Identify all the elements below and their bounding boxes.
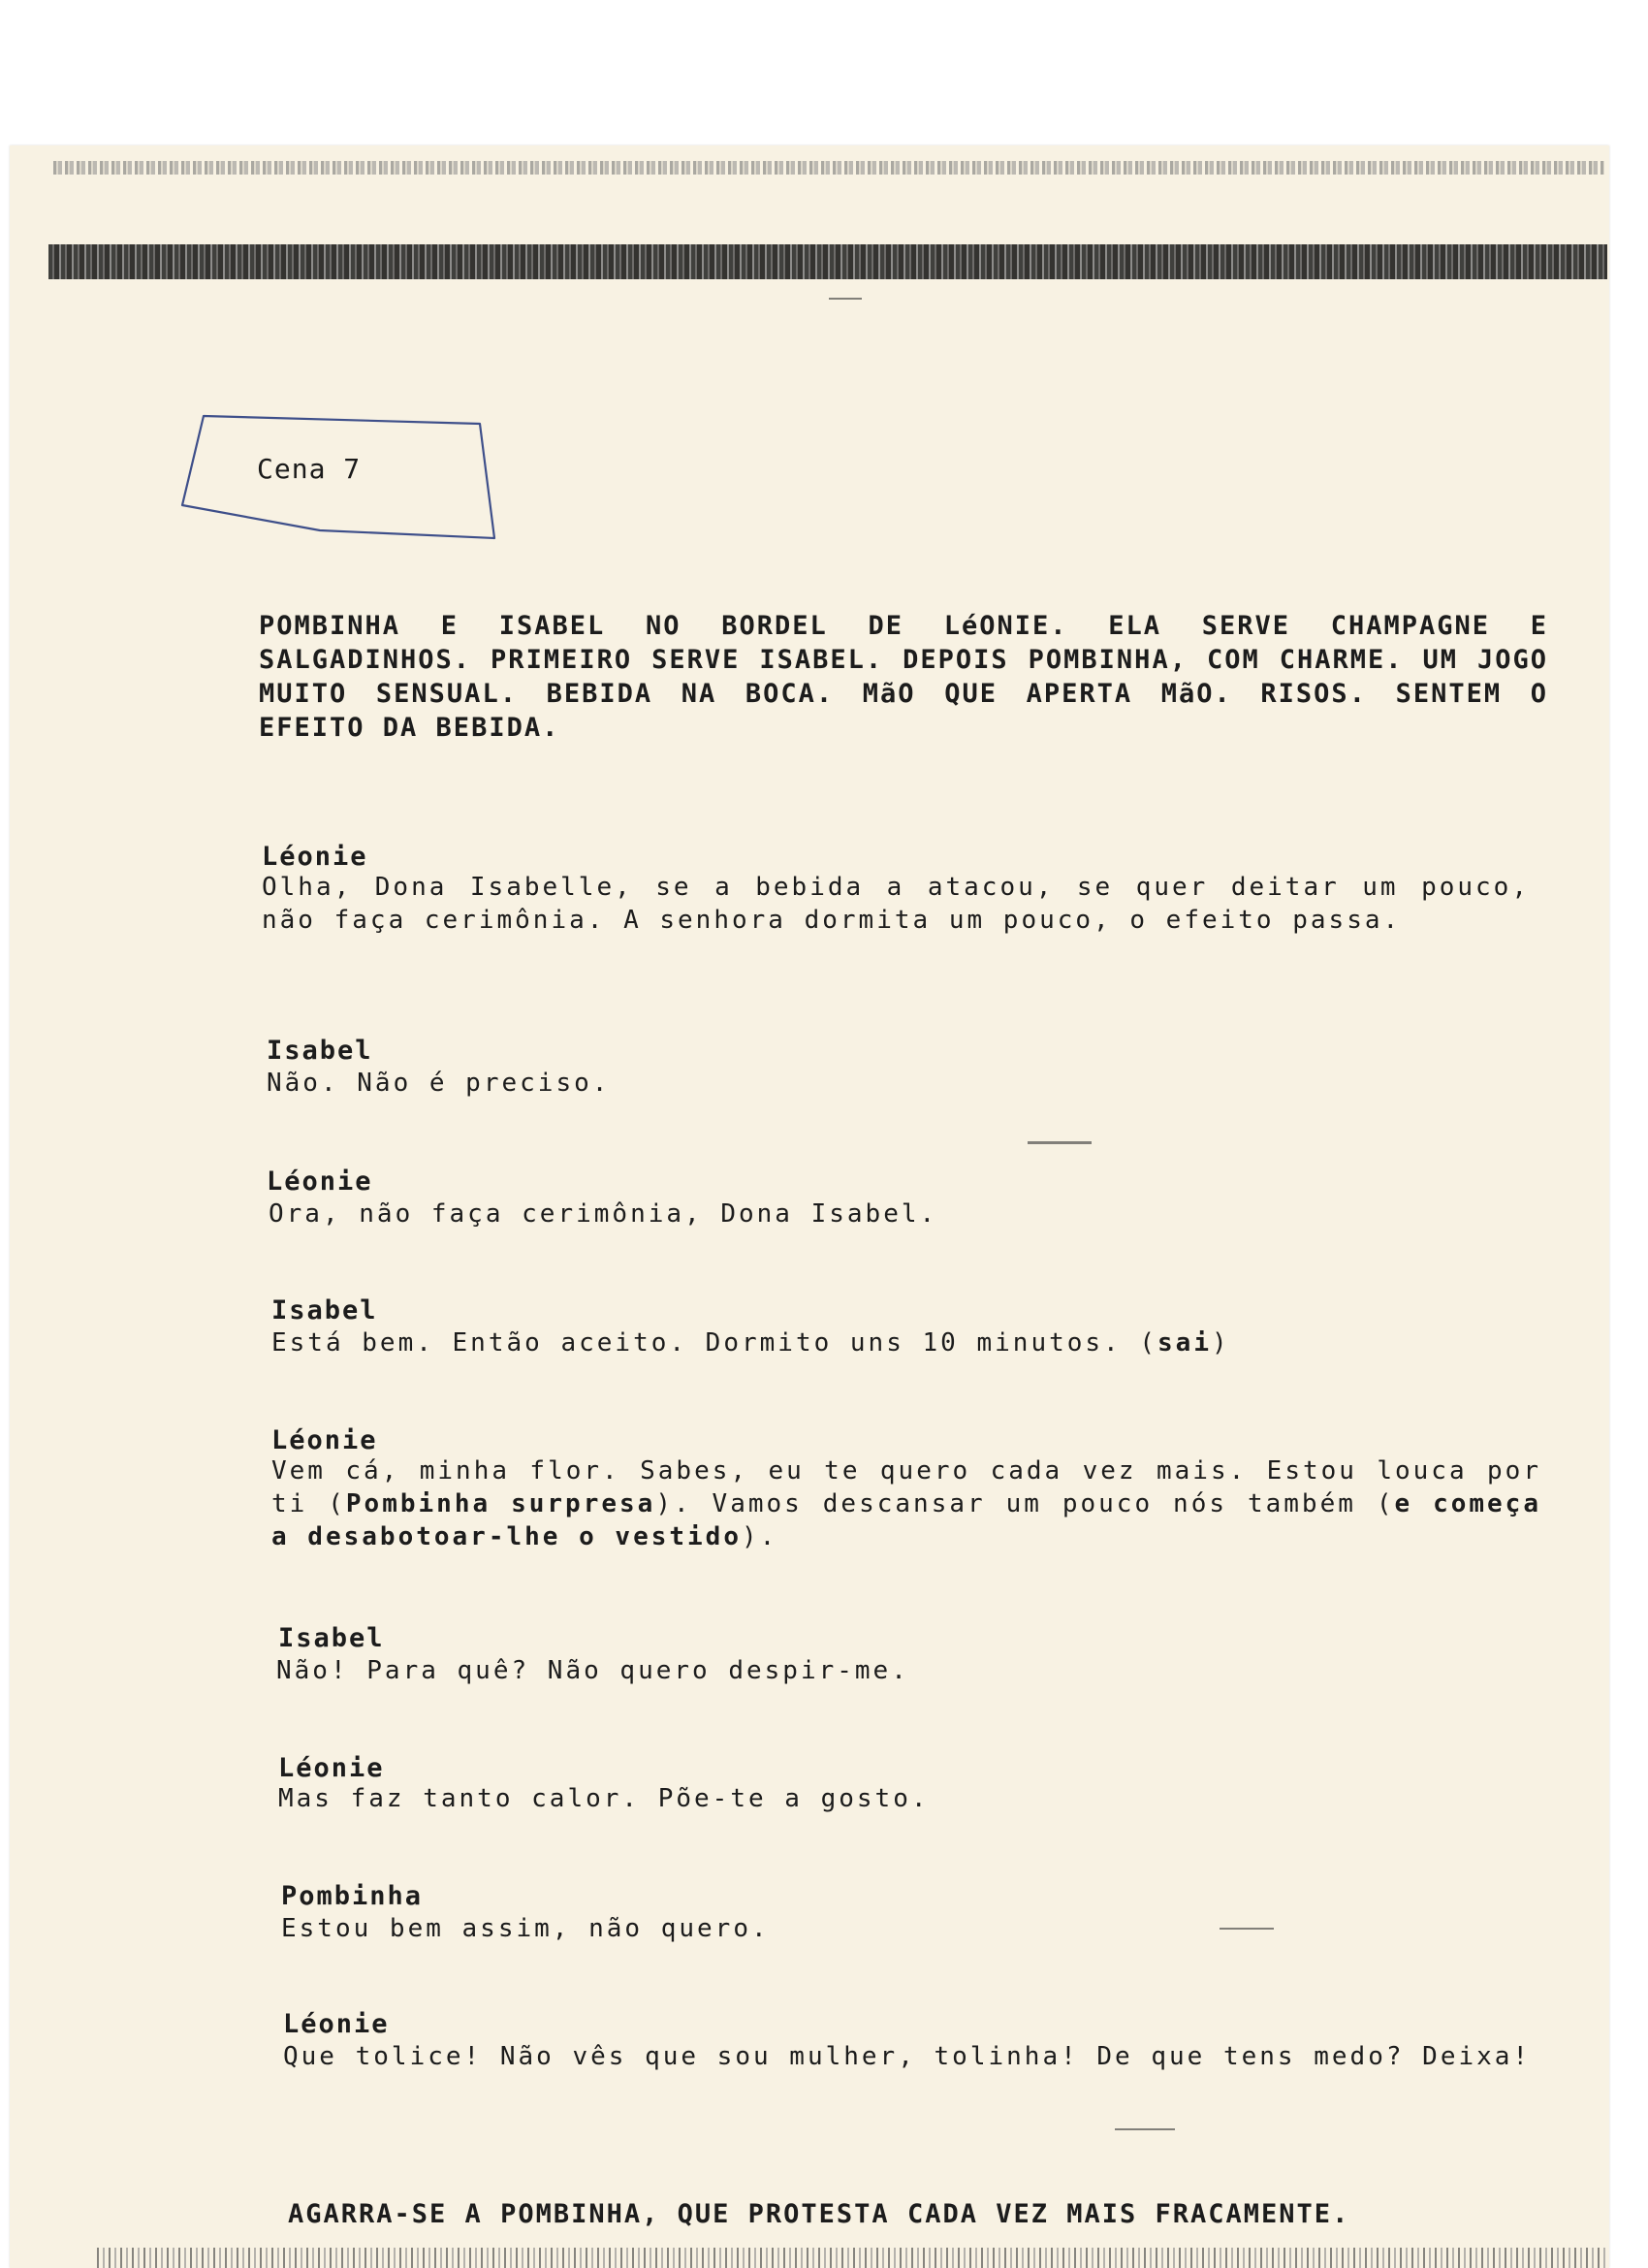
- intro-stage-direction: POMBINHA E ISABEL NO BORDEL DE LéONIE. ELA SERVE CHAMPAGNE E SALGADINHOS. PRIMEIRO SERVE ISABEL. DEPOIS POMBINHA, COM CHARME. UM JOGO MUITO SENSUAL. BEBIDA NA BOCA. MãO QUE APERTA MãO. RISOS. SENTEM O EFEITO DA BEBIDA.: [259, 611, 1548, 743]
- speaker-pombinha-1: Pombinha: [281, 1881, 424, 1911]
- dialogue-line-7: Mas faz tanto calor. Põe-te a gosto.: [278, 1784, 930, 1813]
- dialogue-line-3: Ora, não faça cerimônia, Dona Isabel.: [269, 1199, 938, 1229]
- speaker-leonie-2: Léonie: [267, 1166, 373, 1197]
- speaker-isabel-3: Isabel: [278, 1623, 385, 1653]
- speaker-leonie-4: Léonie: [278, 1753, 385, 1783]
- photocopy-dark-band: [48, 244, 1607, 279]
- photocopy-bottom-band: [97, 2248, 1609, 2268]
- speaker-isabel-2: Isabel: [271, 1295, 378, 1326]
- dialogue-line-8: Estou bem assim, não quero.: [281, 1914, 770, 1943]
- dialogue-line-5: Vem cá, minha flor. Sabes, eu te quero cada vez mais. Estou louca por ti (Pombinha surpresa). Vamos descansar um pouco nós também (e começa a desabotoar-lhe o vestido).: [271, 1456, 1541, 1551]
- speaker-leonie-3: Léonie: [271, 1425, 378, 1455]
- dialogue-line-1: Olha, Dona Isabelle, se a bebida a atacou, se quer deitar um pouco, não faça cerimônia. A senhora dormita um pouco, o efeito passa.: [262, 873, 1530, 935]
- ink-smudge: [1220, 1928, 1274, 1930]
- scene-title: Cena 7: [257, 453, 362, 485]
- speaker-isabel-1: Isabel: [267, 1036, 373, 1066]
- dialogue-line-6: Não! Para quê? Não quero despir-me.: [276, 1656, 909, 1685]
- dialogue-line-4: Está bem. Então aceito. Dormito uns 10 minutos. (sai): [271, 1328, 1230, 1358]
- ink-smudge: [1028, 1141, 1092, 1144]
- photocopy-edge-line: [53, 161, 1604, 175]
- ink-smudge: [1115, 2128, 1175, 2130]
- dialogue-line-9: Que tolice! Não vês que sou mulher, tolinha! De que tens medo? Deixa!: [283, 2042, 1532, 2071]
- speaker-leonie-5: Léonie: [283, 2009, 390, 2039]
- ink-smudge: [829, 298, 862, 300]
- final-stage-direction: AGARRA-SE A POMBINHA, QUE PROTESTA CADA VEZ MAIS FRACAMENTE.: [288, 2199, 1350, 2229]
- speaker-leonie-1: Léonie: [262, 842, 368, 872]
- dialogue-line-2: Não. Não é preciso.: [267, 1069, 611, 1098]
- scene-title-box: [174, 412, 504, 543]
